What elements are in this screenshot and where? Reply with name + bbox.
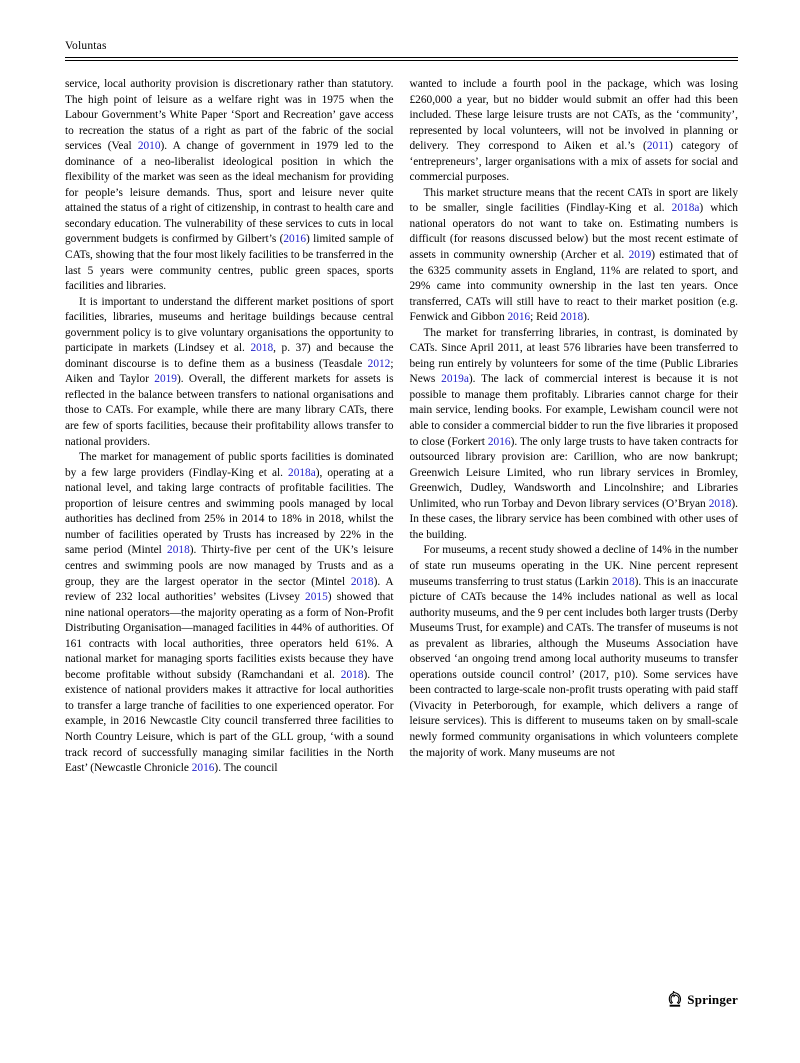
citation-link[interactable]: 2015 xyxy=(305,591,328,604)
citation-link[interactable]: 2016 xyxy=(283,233,307,246)
text-run: This market structure means that the recent CATs in sport are likely to be smaller, single facilities (Findlay-King et al. xyxy=(409,186,738,215)
text-run: ) showed that nine national operators—the majority operating as a form of Non-Profit Distributing Organisation—managed facilities in 44% of authorities. Of 161 contracts with local authorities, three operators held 61%. A national market for managing sports facilities exists because they have become profitable without subsidy (Ramchandani et al. xyxy=(65,591,394,681)
text-run: ). Overall, the different markets for assets is reflected in the balance between transfers to national organisations and those to CATs. For example, while there are many library CATs, there are few of sports facilities, because their profitability allows transfer to national providers. xyxy=(65,373,394,448)
text-run: , p. 37) and because the dominant discourse is to define them as a business (Teasdale xyxy=(65,342,394,370)
text-run: ) which national operators do not want to take on. Estimating numbers is difficult (for reasons discussed below) but the most recent estimate of assets in community ownership (Archer et al. xyxy=(409,202,738,262)
text-run: ; Aiken and Taylor xyxy=(65,357,394,386)
text-run: ). A review of 232 local authorities’ websites (Livsey xyxy=(65,575,394,604)
text-run: ) category of ‘entrepreneurs’, larger organisations with a mix of assets for social and commercial purposes. xyxy=(409,140,739,184)
left-column xyxy=(65,77,394,777)
text-run: It is important to understand the different market positions of sport facilities, libraries, museums and heritage buildings because central government policy is to give voluntary organisations the opportunity to participate in markets (Lindsey et al. xyxy=(65,295,394,355)
citation-link[interactable]: 2012 xyxy=(367,357,391,370)
body-text xyxy=(65,77,738,777)
citation-link[interactable]: 2018 xyxy=(708,497,732,510)
text-run: ). A change of government in 1979 led to the dominance of a neo-liberalist ideological position in which the flexibility of the market was seen as the ideal mechanism for providing for people’s leisure demands. Thus, sport and leisure never quite attained the status of a right of citizenship, in contrast to health care and secondary education. The vulnerability of these services to cuts in local government budgets is confirmed by Gilbert’s ( xyxy=(65,140,394,246)
paragraph xyxy=(65,295,394,450)
text-run: ). Thirty-five per cent of the UK’s leisure centres and swimming pools are now managed by Trusts and as a group, they are the largest operator in the sector (Mintel xyxy=(65,544,394,588)
paragraph xyxy=(410,543,739,761)
page-header xyxy=(65,40,738,61)
paragraph xyxy=(410,326,739,544)
citation-link[interactable]: 2018 xyxy=(611,575,635,588)
text-run: For museums, a recent study showed a decline of 14% in the number of state run museums operating in the UK. Nine percent represent museums transferring to trust status (Larkin xyxy=(409,544,738,588)
page-footer xyxy=(667,991,738,1008)
citation-link[interactable]: 2016 xyxy=(507,311,531,324)
text-run: ; Reid xyxy=(530,311,561,324)
text-run: ). In these cases, the library service has been combined with other uses of the building. xyxy=(409,497,738,541)
text-run: ). The only large trusts to have taken contracts for outsourced library provision are: Carillion, who are now bankrupt; Greenwich Leisure Limited, who run library services in Bromley, Greenwich, Dudley, Wandsworth and Lincolnshire; and Libraries Unlimited, who run Torbay and Devon library services (O’Bryan xyxy=(409,435,738,510)
citation-link[interactable]: 2019a xyxy=(441,373,469,386)
text-run: ). The lack of commercial interest is because it is not possible to manage them profitably. Libraries cannot charge for their main service, lending books. For example, Lewisham council were not able to consider a commercial bidder to run the five libraries it proposed to close (Forkert xyxy=(409,373,738,448)
springer-knight-icon xyxy=(667,991,682,1008)
text-run: The market for transferring libraries, in contrast, is dominated by CATs. Since April 2011, at least 576 libraries have been transferred to being run entirely by volunteers for some of the time (Public Libraries News xyxy=(409,326,738,386)
text-run: The market for management of public sports facilities is dominated by a few large providers (Findlay-King et al. xyxy=(65,451,394,479)
citation-link[interactable]: 2018 xyxy=(560,311,584,324)
citation-link[interactable]: 2019 xyxy=(154,373,177,386)
text-run: service, local authority provision is discretionary rather than statutory. The high point of leisure as a welfare right was in 1975 when the Labour Government’s White Paper ‘Sport and Recreation’ gave access to recreation the status of a right as part of the fabric of the social services (Veal xyxy=(65,78,394,153)
text-run: ). xyxy=(583,311,590,324)
citation-link[interactable]: 2018 xyxy=(167,544,190,557)
paragraph xyxy=(410,77,739,186)
text-run: ), operating at a national level, and taking large contracts of profitable facilities. The proportion of leisure centres and swimming pools managed by local authorities has declined from 25% in 2014 to 18% in 2018, whilst the number of facilities operated by Trusts has increased by 22% in the same period (Mintel xyxy=(65,466,394,557)
citation-link[interactable]: 2018a xyxy=(288,466,316,479)
paragraph xyxy=(65,450,394,776)
citation-link[interactable]: 2016 xyxy=(487,435,511,448)
citation-link[interactable]: 2018 xyxy=(250,342,274,355)
paragraph xyxy=(410,186,739,326)
text-run: ) estimated that of the 6325 community assets in England, 11% are related to sport, and 29% came into community ownership in the last ten years. Once transferred, CATs will still have to react to their market position (e.g. Fenwick and Gibbon xyxy=(409,249,739,324)
citation-link[interactable]: 2018 xyxy=(340,668,364,681)
text-run: wanted to include a fourth pool in the package, which was losing £260,000 a year, but no bidder would submit an offer had this been included. These large leisure trusts are not CATs, as the ‘community’, represented by local volunteers, will not be involved in planning or delivery. They correspond to Aiken et al.’s ( xyxy=(409,78,738,153)
header-rule xyxy=(65,57,738,61)
citation-link[interactable]: 2019 xyxy=(628,249,652,262)
text-run: ) limited sample of CATs, showing that the four most likely facilities to be transferred in the last 5 years were community centres, public green spaces, sports facilities and libraries. xyxy=(65,233,394,293)
paragraph xyxy=(65,77,394,295)
text-run: ). The council xyxy=(214,762,278,775)
citation-link[interactable]: 2016 xyxy=(191,762,215,775)
journal-name: Voluntas xyxy=(65,40,107,52)
right-column xyxy=(410,77,739,777)
publisher-name: Springer xyxy=(687,991,738,1007)
text-run: ). The existence of national providers makes it attractive for local authorities to transfer a large tranche of facilities to one experienced operator. For example, in 2016 Newcastle City council transferred three facilities to North Country Leisure, which is part of the GLL group, ‘with a sound track record of successfully managing similar facilities in the North East’ (Newcastle Chronicle xyxy=(65,668,394,775)
citation-link[interactable]: 2011 xyxy=(646,140,670,153)
citation-link[interactable]: 2018 xyxy=(350,575,374,588)
citation-link[interactable]: 2018a xyxy=(671,202,700,215)
text-run: ). This is an inaccurate picture of CATs because the 14% includes national as well as local authority museums, and the 9 per cent includes both larger trusts (Derby Museums Trust, for example) and CATs. The transfer of museums is not as prevalent as libraries, although the Museums Association have observed ‘an ongoing trend among local authority museums to transfer operations outside council control’ (2017, p10). Some services have been contracted to large-scale non-profit trusts operating with paid staff (Vivacity in Peterborough, for example, which delivers a range of leisure services). This is different to museums taken on by small-scale newly formed community organisations in which volunteers complete the majority of work. Many museums are not xyxy=(409,575,738,759)
citation-link[interactable]: 2010 xyxy=(137,140,161,153)
